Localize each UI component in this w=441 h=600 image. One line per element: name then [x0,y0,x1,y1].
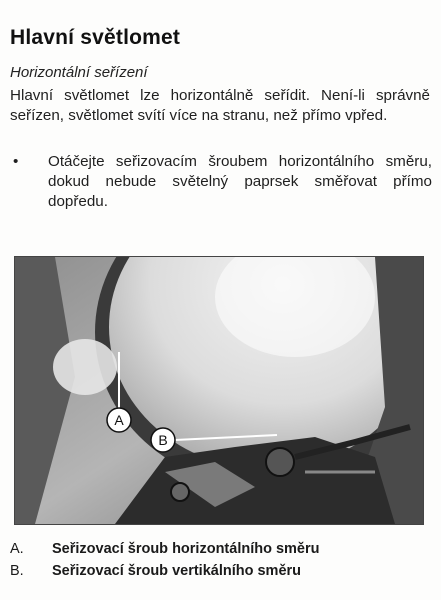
bolt [171,483,189,501]
label-a-marker [107,408,131,432]
caption-b-text: Seřizovací šroub vertikálního směru [52,563,302,579]
intro-paragraph: Hlavní světlomet lze horizontálně seřídit. Není-li správně seřízen, světlomet svítí více na stranu, než přímo vpřed. [10,87,430,124]
caption-a-letter: A. [10,541,24,557]
section-title: Hlavní světlomet [10,26,181,49]
caption-b-letter: B. [10,563,24,579]
caption-a [10,541,320,557]
bullet-marker: • [13,153,19,170]
label-a: A [114,412,124,428]
caption-a-text: Seřizovací šroub horizontálního směru [52,541,320,557]
adjust-screw-b [266,448,294,476]
label-b-marker [151,428,175,452]
section-subtitle: Horizontální seřízení [10,64,148,81]
headlight-photo [14,256,424,525]
label-b: B [158,432,168,448]
caption-b [10,563,301,579]
headlight-illustration [15,257,423,524]
side-reflector [53,339,117,395]
bullet-text: Otáčejte seřizovacím šroubem horizontálního směru, dokud nebude světelný paprsek směřovat přímo dopředu. [48,153,432,210]
